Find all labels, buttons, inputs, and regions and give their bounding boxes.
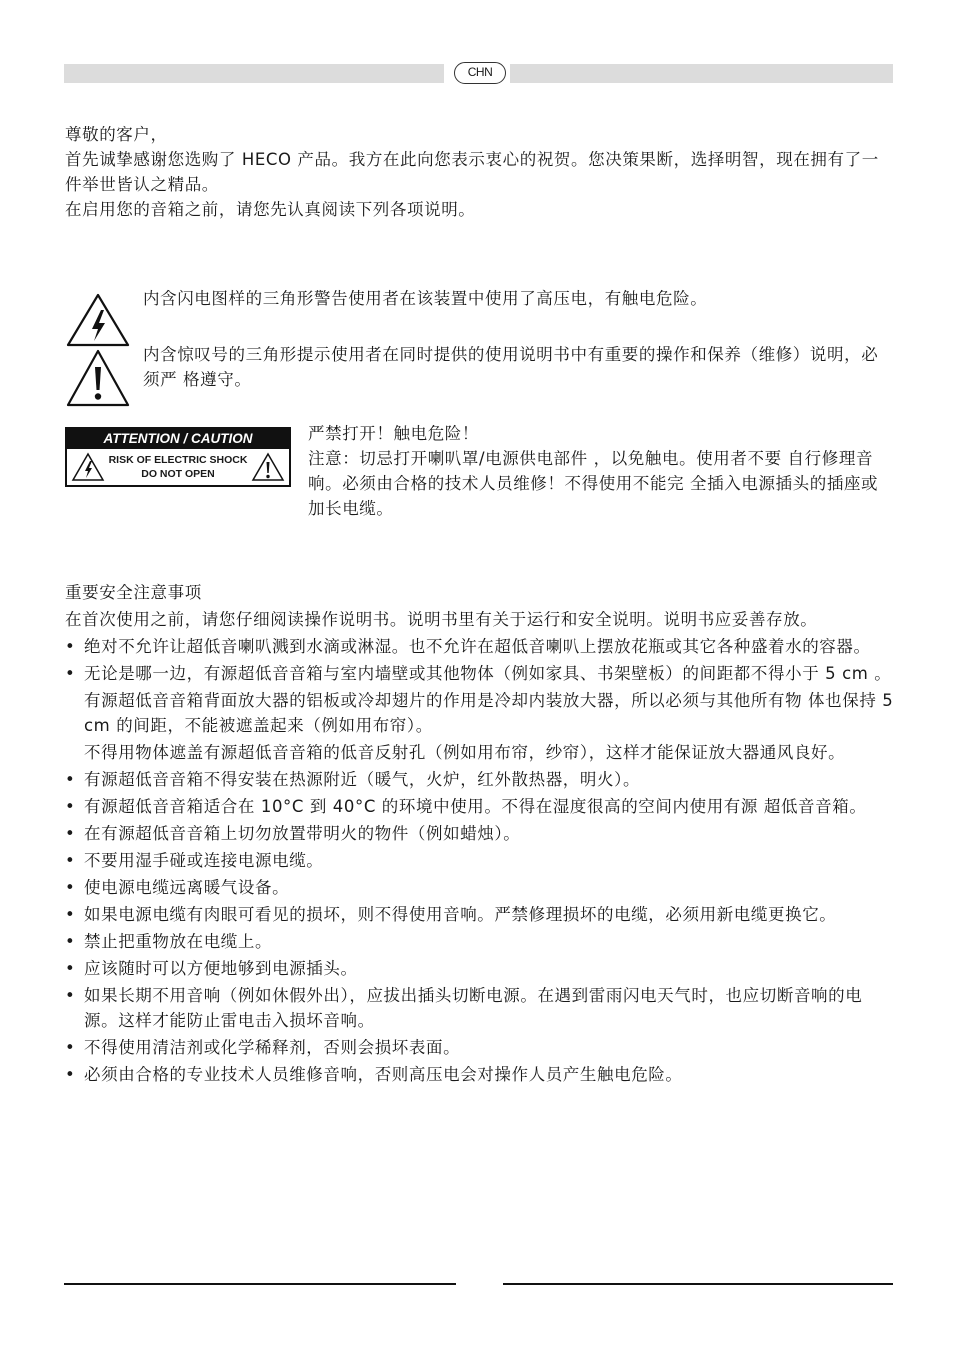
list-item-subtext: 不得用物体遮盖有源超低音音箱的低音反射孔（例如用布帘，纱帘），这样才能保证放大器通风良好。 <box>84 743 846 762</box>
list-item <box>65 983 895 1033</box>
list-item-text: 如果长期不用音响（例如休假外出），应拔出插头切断电源。在遇到雷雨闪电天气时，也应切断音响的电源。这样才能防止雷电击入损坏音响。 <box>84 986 863 1030</box>
list-item-subtext: 有源超低音音箱背面放大器的铝板或冷却翅片的作用是冷却内装放大器，所以必须与其他所有物 体也保持 5 cm 的间距，不能被遮盖起来（例如用布帘）。 <box>84 691 894 735</box>
caution-label <box>65 427 291 487</box>
bullet: • <box>65 797 76 816</box>
list-item-text: 不得使用清洁剂或化学稀释剂，否则会损坏表面。 <box>84 1038 461 1057</box>
safety-list <box>65 634 895 1087</box>
list-item <box>65 929 895 954</box>
list-item <box>65 634 895 659</box>
bullet: • <box>65 1065 76 1084</box>
intro-line-1: 首先诚挚感谢您选购了 HECO 产品。我方在此向您表示衷心的祝贺。您决策果断，选择明智，现在拥有了一件举世皆认之精品。 <box>65 150 879 194</box>
exclamation-warning-icon <box>251 452 285 486</box>
do-not-open-body: 注意：切忌打开喇叭罩/电源供电部件 ，以免触电。使用者不要 自行修理音响。必须由合格的技术人员维修！不得使用不能完 全插入电源插头的插座或加长电缆。 <box>308 449 879 518</box>
list-item <box>65 661 895 765</box>
greeting: 尊敬的客户， <box>65 125 168 144</box>
bullet: • <box>65 637 76 656</box>
intro-line-2: 在启用您的音箱之前，请您先认真阅读下列各项说明。 <box>65 200 476 219</box>
list-item-text: 无论是哪一边，有源超低音音箱与室内墙壁或其他物体（例如家具、书架壁板）的间距都不得小于 5 cm 。 <box>84 664 892 683</box>
lightning-warning-icon <box>65 292 131 352</box>
bullet: • <box>65 986 76 1005</box>
bullet: • <box>65 932 76 951</box>
footer-rule-left <box>64 1283 456 1285</box>
footer-rule-right <box>503 1283 893 1285</box>
safety-lead: 在首次使用之前，请您仔细阅读操作说明书。说明书里有关于运行和安全说明。说明书应妥善存放。 <box>65 610 818 629</box>
bullet: • <box>65 770 76 789</box>
list-item-text: 如果电源电缆有肉眼可看见的损坏，则不得使用音响。严禁修理损坏的电缆，必须用新电缆更换它。 <box>84 905 837 924</box>
do-not-open-title: 严禁打开！触电危险！ <box>308 424 479 443</box>
lightning-warning-text: 内含闪电图样的三角形警告使用者在该装置中使用了高压电，有触电危险。 <box>143 289 708 308</box>
list-item-text: 在有源超低音音箱上切勿放置带明火的物件（例如蜡烛）。 <box>84 824 521 843</box>
list-item <box>65 821 895 846</box>
caution-label-line-2: DO NOT OPEN <box>141 468 215 480</box>
list-item <box>65 848 895 873</box>
list-item <box>65 1062 895 1087</box>
list-item <box>65 1035 895 1060</box>
caution-label-line-1: RISK OF ELECTRIC SHOCK <box>108 454 248 466</box>
intro-section <box>65 122 895 222</box>
list-item <box>65 875 895 900</box>
list-item-text: 必须由合格的专业技术人员维修音响，否则高压电会对操作人员产生触电危险。 <box>84 1065 683 1084</box>
list-item-text: 应该随时可以方便地够到电源插头。 <box>84 959 358 978</box>
list-item-text: 有源超低音音箱不得安装在热源附近（暖气，火炉，红外散热器，明火）。 <box>84 770 641 789</box>
bullet: • <box>65 851 76 870</box>
bullet: • <box>65 959 76 978</box>
language-badge: CHN <box>454 62 506 84</box>
do-not-open-section <box>308 421 894 521</box>
list-item <box>65 794 895 819</box>
list-item-text: 绝对不允许让超低音喇叭溅到水滴或淋湿。也不允许在超低音喇叭上摆放花瓶或其它各种盛着水的容器。 <box>84 637 871 656</box>
header-bar-right <box>510 64 893 83</box>
bullet: • <box>65 664 76 683</box>
list-item-text: 使电源电缆远离暖气设备。 <box>84 878 290 897</box>
list-item-text: 不要用湿手碰或连接电源电缆。 <box>84 851 324 870</box>
list-item <box>65 956 895 981</box>
caution-label-title: ATTENTION / CAUTION <box>67 429 289 449</box>
bullet: • <box>65 824 76 843</box>
list-item-text: 有源超低音音箱适合在 10°C 到 40°C 的环境中使用。不得在湿度很高的空间内使用有源 超低音音箱。 <box>84 797 867 816</box>
list-item <box>65 767 895 792</box>
list-item <box>65 902 895 927</box>
header-bar-left <box>64 64 444 83</box>
bullet: • <box>65 878 76 897</box>
safety-heading: 重要安全注意事项 <box>65 583 202 602</box>
exclamation-warning-text: 内含惊叹号的三角形提示使用者在同时提供的使用说明书中有重要的操作和保养（维修）说明，必须严 格遵守。 <box>143 345 879 389</box>
bullet: • <box>65 1038 76 1057</box>
exclamation-warning-icon <box>65 348 131 412</box>
list-item-text: 禁止把重物放在电缆上。 <box>84 932 273 951</box>
bullet: • <box>65 905 76 924</box>
safety-section <box>65 580 895 1089</box>
